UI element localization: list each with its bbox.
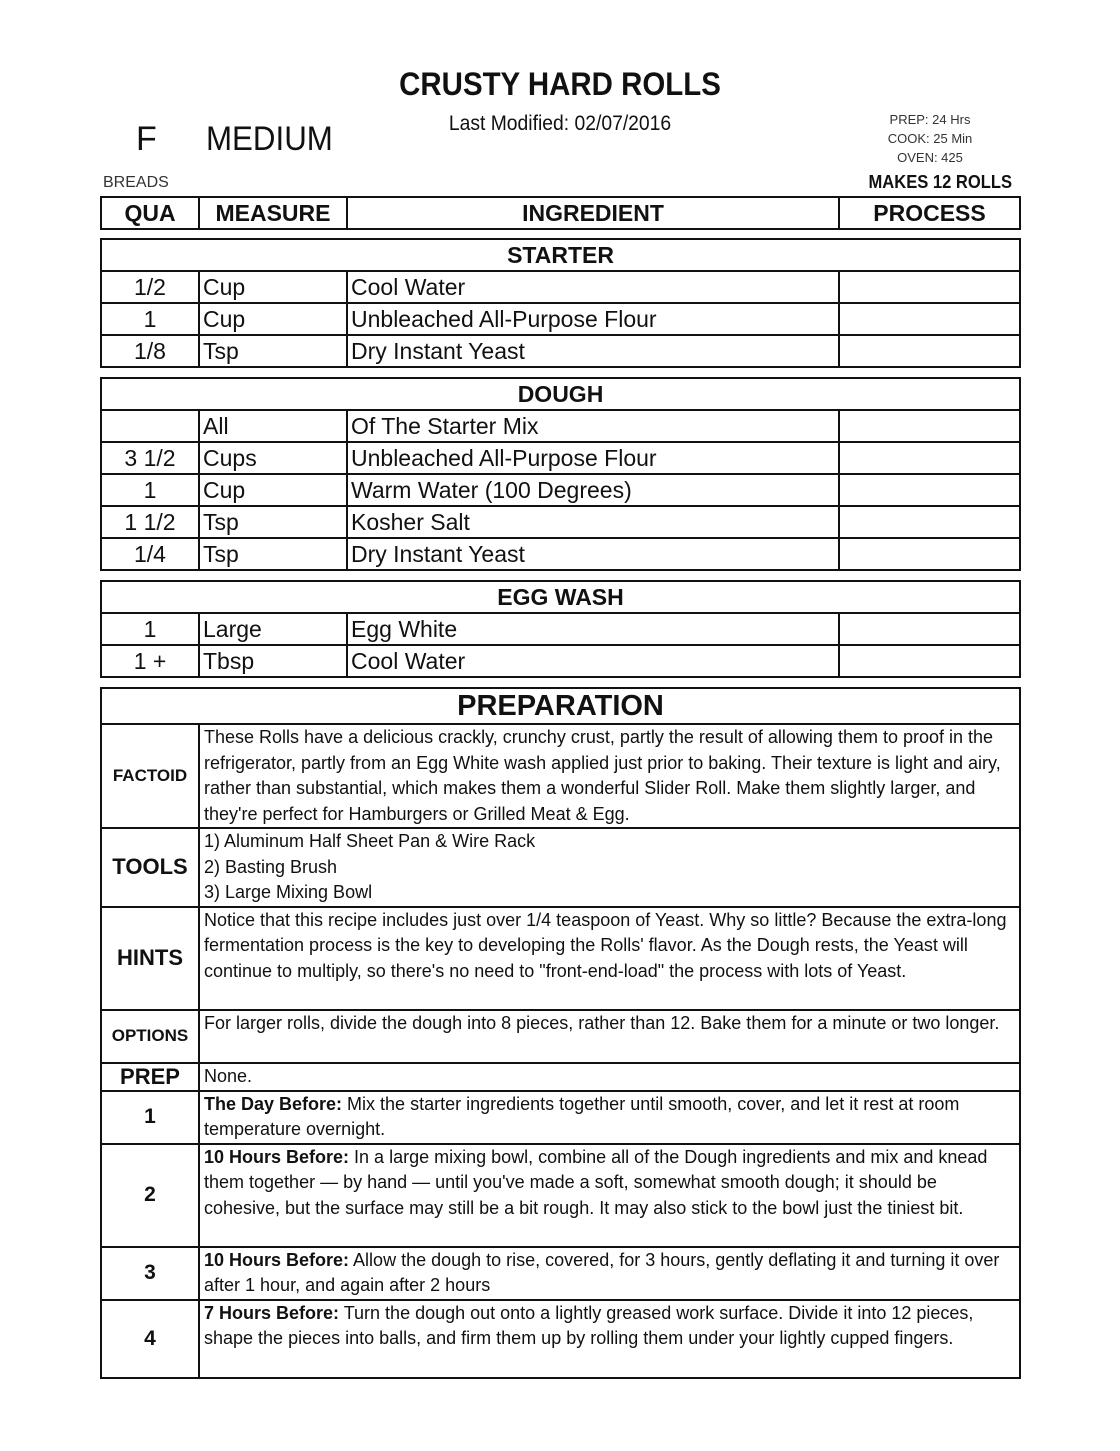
- quantity: 1 +: [101, 645, 199, 677]
- step-number: 4: [101, 1300, 199, 1378]
- ingredient-row: [101, 613, 1020, 645]
- section-title: STARTER: [101, 239, 1020, 271]
- section-title: EGG WASH: [101, 581, 1020, 613]
- prep-step: [101, 1247, 1020, 1300]
- step-lead: 10 Hours Before:: [204, 1249, 350, 1270]
- ingredient: Dry Instant Yeast: [347, 538, 839, 570]
- ingredient: Cool Water: [347, 271, 839, 303]
- ingredient-row: [101, 538, 1020, 570]
- quantity: 1/8: [101, 335, 199, 367]
- ingredient-row: [101, 645, 1020, 677]
- step-text: [199, 1247, 1020, 1300]
- quantity: 1: [101, 303, 199, 335]
- prep-text: For larger rolls, divide the dough into 8 pieces, rather than 12. Bake them for a minute or two longer.: [199, 1010, 1020, 1063]
- prep-text: None.: [199, 1063, 1020, 1091]
- section-preparation: [100, 687, 1021, 1379]
- section-title: DOUGH: [101, 378, 1020, 410]
- step-text: [199, 1300, 1020, 1378]
- column-qua: QUA: [101, 197, 199, 229]
- column-measure: MEASURE: [199, 197, 347, 229]
- prep-row-factoid: [101, 724, 1020, 828]
- measure: Tsp: [199, 335, 347, 367]
- ingredient-row: [101, 410, 1020, 442]
- step-lead: 10 Hours Before:: [204, 1146, 350, 1167]
- ingredient: Dry Instant Yeast: [347, 335, 839, 367]
- step-lead: The Day Before:: [204, 1093, 343, 1114]
- step-lead: 7 Hours Before:: [204, 1302, 340, 1323]
- tool-item: 3) Large Mixing Bowl: [204, 882, 373, 902]
- step-text: [199, 1091, 1020, 1144]
- recipe-title: CRUSTY HARD ROLLS: [399, 66, 721, 102]
- preparation-title: PREPARATION: [101, 688, 1020, 724]
- step-body: Turn the dough out onto a lightly greased work surface. Divide it into 12 pieces, shape the pieces into balls, and firm them up by rolling them under your lightly cupped fingers.: [204, 1302, 974, 1348]
- ingredient: Unbleached All-Purpose Flour: [347, 303, 839, 335]
- step-body: In a large mixing bowl, combine all of the Dough ingredients and mix and knead them together — by hand — until you've made a soft, somewhat smooth dough; it should be cohesive, but the surface may still be a bit rough. It may also stick to the bowl just the tiniest bit.: [204, 1146, 988, 1218]
- prep-time: PREP: 24 Hrs: [889, 112, 971, 127]
- prep-step: [101, 1091, 1020, 1144]
- process: [839, 271, 1020, 303]
- step-text: [199, 1144, 1020, 1247]
- prep-label: HINTS: [101, 907, 199, 1010]
- process: [839, 410, 1020, 442]
- section-starter: [100, 238, 1021, 368]
- yield-label: MAKES 12 ROLLS: [868, 172, 1012, 192]
- prep-label: OPTIONS: [101, 1010, 199, 1063]
- process: [839, 442, 1020, 474]
- step-body: Mix the starter ingredients together until smooth, cover, and let it rest at room temperature overnight.: [204, 1093, 960, 1139]
- ingredient-row: [101, 474, 1020, 506]
- ingredient: Warm Water (100 Degrees): [347, 474, 839, 506]
- tool-item: 1) Aluminum Half Sheet Pan & Wire Rack: [204, 831, 536, 851]
- prep-label: FACTOID: [101, 724, 199, 828]
- quantity: 3 1/2: [101, 442, 199, 474]
- measure: Tsp: [199, 538, 347, 570]
- category-label: BREADS: [103, 174, 169, 191]
- ingredient: Cool Water: [347, 645, 839, 677]
- section-egg-wash: [100, 580, 1021, 678]
- prep-step: [101, 1300, 1020, 1378]
- measure: Tbsp: [199, 645, 347, 677]
- prep-row-options: [101, 1010, 1020, 1063]
- ingredient-row: [101, 442, 1020, 474]
- difficulty-level: MEDIUM: [206, 120, 333, 158]
- process: [839, 645, 1020, 677]
- prep-row-prep: [101, 1063, 1020, 1091]
- process: [839, 506, 1020, 538]
- prep-text: [199, 828, 1020, 907]
- ingredient-row: [101, 303, 1020, 335]
- last-modified: Last Modified: 02/07/2016: [448, 112, 672, 135]
- ingredient-row: [101, 271, 1020, 303]
- measure: Cup: [199, 474, 347, 506]
- ingredient: Of The Starter Mix: [347, 410, 839, 442]
- process: [839, 303, 1020, 335]
- process: [839, 474, 1020, 506]
- prep-text: Notice that this recipe includes just over 1/4 teaspoon of Yeast. Why so little? Because the extra-long fermentation process is the key to developing the Rolls' flavor. As the Dough rests, the Yeast will continue to multiply, so there's no need to "front-end-load" the process with lots of Yeast.: [199, 907, 1020, 1010]
- column-header-table: [100, 196, 1021, 230]
- prep-label: PREP: [101, 1063, 199, 1091]
- quantity: 1/4: [101, 538, 199, 570]
- measure: Tsp: [199, 506, 347, 538]
- measure: Cup: [199, 303, 347, 335]
- column-ingredient: INGREDIENT: [347, 197, 839, 229]
- quantity: 1/2: [101, 271, 199, 303]
- prep-row-tools: [101, 828, 1020, 907]
- process: [839, 538, 1020, 570]
- ingredient: Kosher Salt: [347, 506, 839, 538]
- measure: Large: [199, 613, 347, 645]
- rating-letter: F: [136, 120, 157, 158]
- prep-text: These Rolls have a delicious crackly, crunchy crust, partly the result of allowing them to proof in the refrigerator, partly from an Egg White wash applied just prior to baking. Their texture is light and airy, rather than substantial, which makes them a wonderful Slider Roll. Make them slightly larger, and they're perfect for Hamburgers or Grilled Meat & Egg.: [199, 724, 1020, 828]
- quantity: 1: [101, 474, 199, 506]
- process: [839, 335, 1020, 367]
- step-number: 1: [101, 1091, 199, 1144]
- ingredient-row: [101, 335, 1020, 367]
- prep-step: [101, 1144, 1020, 1247]
- step-body: Allow the dough to rise, covered, for 3 hours, gently deflating it and turning it over after 1 hour, and again after 2 hours: [204, 1249, 1000, 1295]
- measure: All: [199, 410, 347, 442]
- measure: Cups: [199, 442, 347, 474]
- quantity: [101, 410, 199, 442]
- ingredient: Unbleached All-Purpose Flour: [347, 442, 839, 474]
- ingredient: Egg White: [347, 613, 839, 645]
- prep-label: TOOLS: [101, 828, 199, 907]
- process: [839, 613, 1020, 645]
- ingredient-row: [101, 506, 1020, 538]
- oven-temp: OVEN: 425: [897, 150, 963, 165]
- prep-row-hints: [101, 907, 1020, 1010]
- step-number: 3: [101, 1247, 199, 1300]
- time-info: [860, 110, 1000, 167]
- section-dough: [100, 377, 1021, 571]
- quantity: 1 1/2: [101, 506, 199, 538]
- cook-time: COOK: 25 Min: [887, 131, 973, 146]
- column-process: PROCESS: [839, 197, 1020, 229]
- tool-item: 2) Basting Brush: [204, 856, 338, 877]
- measure: Cup: [199, 271, 347, 303]
- quantity: 1: [101, 613, 199, 645]
- step-number: 2: [101, 1144, 199, 1247]
